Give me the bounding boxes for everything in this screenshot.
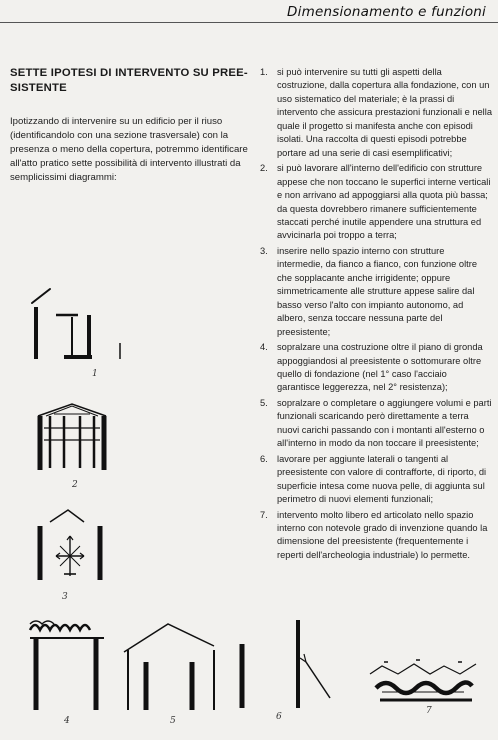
item-text: sopralzare una costruzione oltre il piano di gronda appoggiandosi al preesistente o sottomurare oltre quello di fondazione (nel 1° caso l'acciaio garantisce leggerezza, nel 2° resistenza); xyxy=(277,342,483,393)
item-text: inserire nello spazio interno con strutture intermedie, da fianco a fianco, con funzione oltre che sopplacante anche irrigidente; oppure simmetricamente alle strutture appese salire dal basso verso l'alto con impianto autonomo, ad albero, senza toccare nessuna parte del preesistente; xyxy=(277,245,478,337)
diagram-5-external-volume xyxy=(118,620,224,726)
left-column xyxy=(10,66,250,195)
diagram-label: 2 xyxy=(72,480,78,490)
list-item xyxy=(260,341,492,395)
diagram-6-lateral-addition xyxy=(232,618,332,722)
list-item xyxy=(260,162,492,243)
list-item xyxy=(260,509,492,563)
item-number: 6. xyxy=(260,453,268,464)
diagram-label: 5 xyxy=(170,716,176,726)
diagram-label: 6 xyxy=(276,712,282,722)
item-text: si può lavorare all'interno dell'edificio con strutture appese che non toccano le superfici interne verticali e non arrivano ad appoggiarsi alla quota più bassa; da questa dovrebbero rimanere sufficientemente staccati perché inutile appendere una struttura ed avvicinarla poi troppo a terra; xyxy=(277,163,491,241)
item-number: 5. xyxy=(260,397,268,408)
diagram-label: 3 xyxy=(62,592,68,602)
page-header xyxy=(0,0,498,30)
running-title: Dimensionamento e funzioni xyxy=(287,4,486,20)
item-number: 7. xyxy=(260,509,268,520)
diagram-label: 7 xyxy=(426,706,432,716)
diagram-3-tree-structure xyxy=(34,508,114,602)
item-text: si può intervenire su tutti gli aspetti della costruzione, dalla copertura alla fondazione, con un uso sistematico del materiale; è la prassi di intervento che assicura prestazioni funzionali e nella quale il progetto si manifesta anche con episodi isolati. Una raccolta di questi episodi potrebbe portare ad una serie di casi esemplificativi; xyxy=(277,67,492,158)
intervention-list xyxy=(260,66,492,562)
list-item xyxy=(260,453,492,507)
diagram-label: 1 xyxy=(92,369,98,379)
item-number: 3. xyxy=(260,245,268,256)
right-column xyxy=(260,66,492,564)
section-heading: SETTE IPOTESI DI INTERVENTO SU PREE-SISTENTE xyxy=(10,67,248,94)
diagram-4-raising xyxy=(24,616,114,726)
item-text: lavorare per aggiunte laterali o tangenti al preesistente con valore di contrafforte, di riporto, di superficie intesa come nuova pelle, di aggiunta sul perimetro di nuovi elementi funzionali; xyxy=(277,453,487,505)
list-item xyxy=(260,397,492,451)
intro-paragraph: Ipotizzando di intervenire su un edificio per il riuso (identificandolo con una sezione trasversale) con la presenza o meno della copertura, potremmo identificare all'atto pratico sette possibilità di intervento illustrati da semplicissimi diagrammi: xyxy=(10,116,248,183)
list-item xyxy=(260,245,492,339)
diagram-1-hanging-structure xyxy=(28,285,128,379)
item-number: 1. xyxy=(260,67,268,77)
diagram-7-free-interior xyxy=(368,656,480,716)
diagram-2-internal-frame xyxy=(34,402,114,490)
header-rule xyxy=(0,22,498,23)
list-item xyxy=(260,66,492,160)
item-text: sopralzare o completare o aggiungere volumi e parti funzionali scaricando però direttamente a terra nuovi carichi passando con i montanti all'esterno o all'interno in modo da non toccare il preesistente; xyxy=(277,397,492,449)
item-text: intervento molto libero ed articolato nello spazio interno con notevole grado di invenzione quando la dimensione del preesistente (frequentemente i reperti dell'archeologia industriale) lo permette. xyxy=(277,509,488,560)
item-number: 2. xyxy=(260,163,268,174)
item-number: 4. xyxy=(260,342,268,353)
diagram-label: 4 xyxy=(64,716,70,726)
